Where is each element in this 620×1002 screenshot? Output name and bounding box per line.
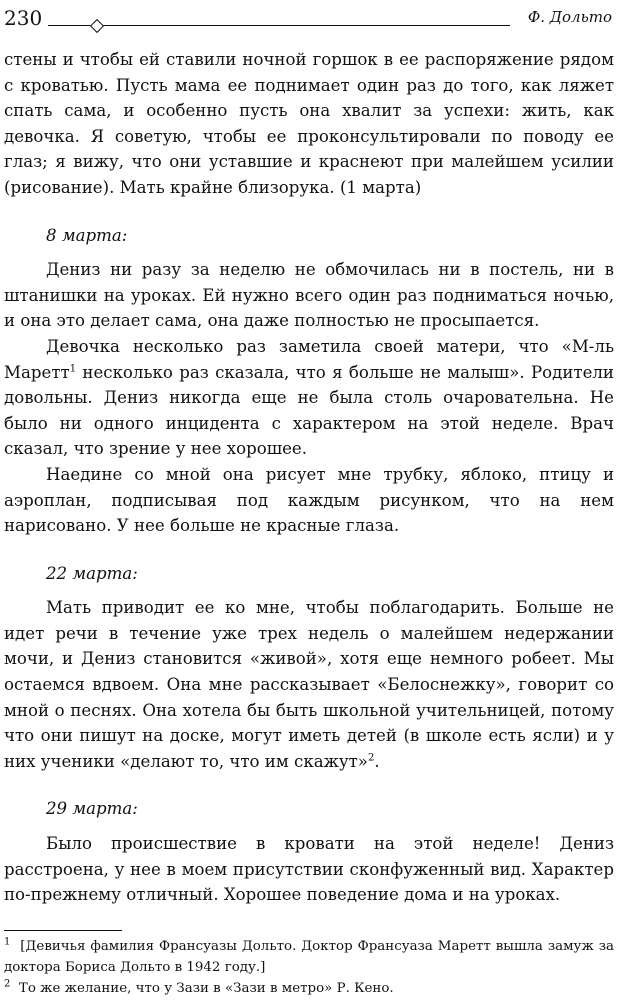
footnote-ref-2[interactable]: 2: [367, 752, 375, 764]
paragraph-5-text-a: Мать приводит ее ко мне, чтобы поблагодарить. Больше не идет речи в течение уже трех недель о малейшем недержании мочи, и Дениз становится «живой», хотя еще немного робеет. Мы остаемся вдвоем. Она мне рассказывает «Белоснежку», говорит со мной о песнях. Она хотела бы быть школьной учительницей, потому что они пишут на доске, могут иметь детей (в школе есть ясли) и у них ученики «делают то, что им скажут»: [4, 598, 614, 771]
footnote-2-text: То же желание, что у Зази в «Зази в метро» Р. Кено.: [18, 981, 394, 996]
page-body: [4, 47, 614, 908]
footnote-1-text: [Девичья фамилия Франсуазы Дольто. Доктор Франсуаза Маретт вышла замуж за доктора Бориса Дольто в 1942 году.]: [4, 939, 615, 975]
footnote-2-mark: 2: [4, 978, 11, 990]
date-heading-3: 29 марта:: [46, 799, 138, 819]
date-heading-2: 22 марта:: [46, 563, 138, 583]
diamond-ornament-icon: [90, 19, 104, 33]
paragraph-2: Дениз ни разу за неделю не обмочилась ни в постель, ни в штанишки на уроках. Ей нужно всего один раз подниматься ночью, и она это делает сама, она даже полностью не просыпается.: [4, 260, 614, 331]
paragraph-3-text-b: несколько раз сказала, что я больше не малыш». Родители довольны. Дениз никогда еще не была столь очаровательна. Не было ни одного инцидента с характером на этой неделе. Врач сказал, что зрение у нее хорошее.: [4, 362, 614, 459]
paragraph-4: Наедине со мной она рисует мне трубку, яблоко, птицу и аэроплан, подписывая под каждым рисунком, что на нем нарисовано. У нее больше не красные глаза.: [4, 464, 614, 536]
header-rule: [48, 25, 510, 26]
paragraph-3-text-a: Девочка несколько раз заметила своей матери, что «М-ль Маретт: [4, 336, 614, 382]
running-title: Ф. Дольто: [527, 8, 612, 26]
paragraph-3: [4, 334, 614, 462]
paragraph-5-text-b: .: [374, 751, 380, 771]
footnote-ref-1[interactable]: 1: [69, 363, 77, 374]
footnotes: [4, 936, 614, 999]
footnote-1: [4, 936, 614, 978]
date-heading-1: 8 марта:: [46, 225, 128, 245]
footnote-1-mark: 1: [4, 936, 11, 948]
page-number: 230: [4, 6, 43, 30]
paragraph-1: стены и чтобы ей ставили ночной горшок в ее распоряжение рядом с кроватью. Пусть мама ее поднимает один раз до того, как ляжет спать сама, и особенно пусть она хвалит за успехи: жить, как девочка. Я советую, чтобы ее проконсультировали по поводу ее глаз; я вижу, что они уставшие и краснеют при малейшем усилии (рисование). Мать крайне близорука. (1 марта): [4, 50, 614, 197]
page-header: [4, 6, 612, 40]
paragraph-6: Было происшествие в кровати на этой неделе! Дениз расстроена, у нее в моем присутствии сконфуженный вид. Характер по-прежнему отличный. Хорошее поведение дома и на уроках.: [4, 834, 614, 905]
paragraph-5: [4, 595, 614, 774]
footnote-2: [4, 978, 614, 999]
footnote-separator: [4, 930, 122, 931]
